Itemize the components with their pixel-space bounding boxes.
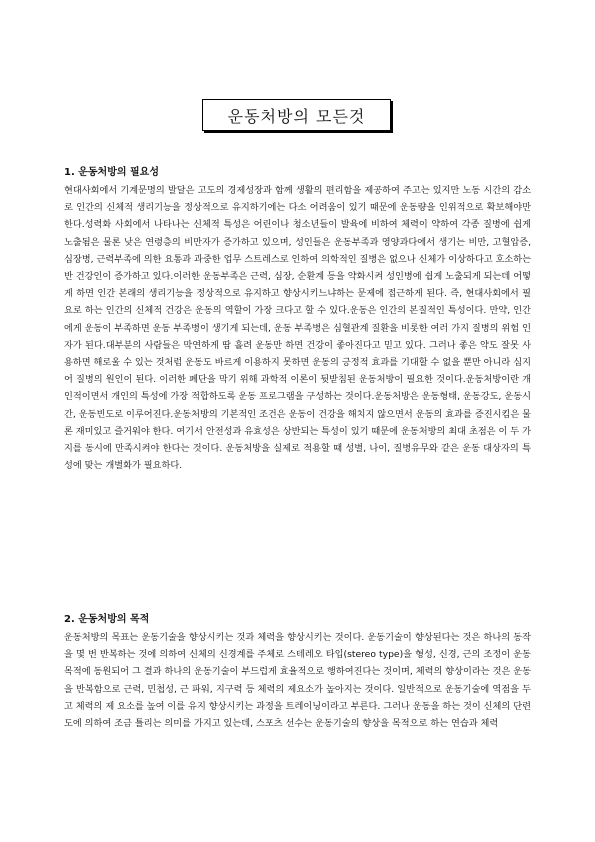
section-body: 운동처방의 목표는 운동기술을 향상시키는 것과 체력을 향상시키는 것이다. 운동기술이 향상된다는 것은 하나의 동작을 몇 번 반복하는 것에 의하여 신체의 신경계를 주체로 스테레오 타입(stereo type)을 형성, 신경, 근의 조정이 운동 목적에 동원되어 그 결과 하나의 운동기술이 부드럽게 효율적으로 행하여진다는 것이며, 체력의 향상이라는 것은 운동을 반복함으로 근력, 민첩성, 근 파워, 지구력 등 체력의 제요소가 높아지는 것이다. 일반적으로 운동기술에 역점을 두고 체력의 제 요소를 높여 이를 유지 향상시키는 과정을 트레이닝이라고 부른다. 그러나 운동을 하는 것이 신체의 단련도에 의하여 조금 틀리는 의미를 가지고 있는데, 스포츠 선수는 운동기술의 향상을 목적으로 하는 연습과 체력 — [64, 632, 531, 730]
section-necessity — [64, 166, 531, 474]
document-title: 운동처방의 모든것 — [202, 99, 391, 131]
section-heading: 1. 운동처방의 필요성 — [64, 167, 159, 178]
section-body: 현대사회에서 기계문명의 발달은 고도의 경제성장과 함께 생활의 편리함을 제공하여 주고는 있지만 노동 시간의 감소로 인간의 신체적 생리기능을 정상적으로 유지하기에는 다소 어려움이 있기 때문에 운동량을 인위적으로 확보해야만 한다.성력화 사회에서 나타나는 신체적 특성은 어린이나 청소년들이 발육에 비하여 체력이 약하여 각종 질병에 쉽게 노출됨은 물론 낮은 연령층의 비만자가 증가하고 있으며, 성인들은 운동부족과 영양과다에서 생기는 비만, 고혈압증, 심장병, 근력부족에 의한 요통과 과중한 업무 스트레스로 인하여 의학적인 질병은 없으나 신체가 이상하다고 호소하는 반 건강인이 증가하고 있다.이러한 운동부족은 근력, 심장, 순환계 등을 약화시켜 성인병에 쉽게 노출되게 되는데 어떻게 하면 인간 본래의 생리기능을 정상적으로 유지하고 향상시키느냐하는 문제에 접근하게 된다. 즉, 현대사회에서 필요로 하는 인간의 신체적 건강은 운동의 역할이 가장 크다고 할 수 있다.운동은 인간의 본질적인 특성이다. 만약, 인간에게 운동이 부족하면 운동 부족병이 생기게 되는데, 운동 부족병은 심혈관계 질환을 비롯한 여러 가지 질병의 위험 인자가 된다.대부분의 사람들은 막연하게 땀 흘려 운동만 하면 건강이 좋아진다고 믿고 있다. 그러나 좋은 약도 잘못 사용하면 해로울 수 있는 것처럼 운동도 바르게 이용하지 못하면 운동의 긍정적 효과를 기대할 수 없을 뿐만 아니라 심지어 질병의 원인이 된다. 이러한 폐단을 막기 위해 과학적 이론이 뒷받침된 운동처방이 필요한 것이다.운동처방이란 개인적이면서 개인의 특성에 가장 적합하도록 운동 프로그램을 구성하는 것이다.운동처방은 운동형태, 운동강도, 운동시간, 운동빈도로 이루어진다.운동처방의 기본적인 조건은 운동이 건강을 해치지 않으면서 운동의 효과를 증진시킴은 물론 재미있고 즐거워야 한다. 여기서 안전성과 유효성은 상반되는 특성이 있기 때문에 운동처방의 최대 초점은 이 두 가지를 동시에 만족시켜야 한다는 것이다. 운동처방을 실제로 적용할 때 성별, 나이, 질병유무와 같은 운동 대상자의 특성에 맞는 개별화가 필요하다. — [64, 185, 531, 472]
section-purpose — [64, 613, 531, 732]
section-heading: 2. 운동처방의 목적 — [64, 614, 150, 625]
